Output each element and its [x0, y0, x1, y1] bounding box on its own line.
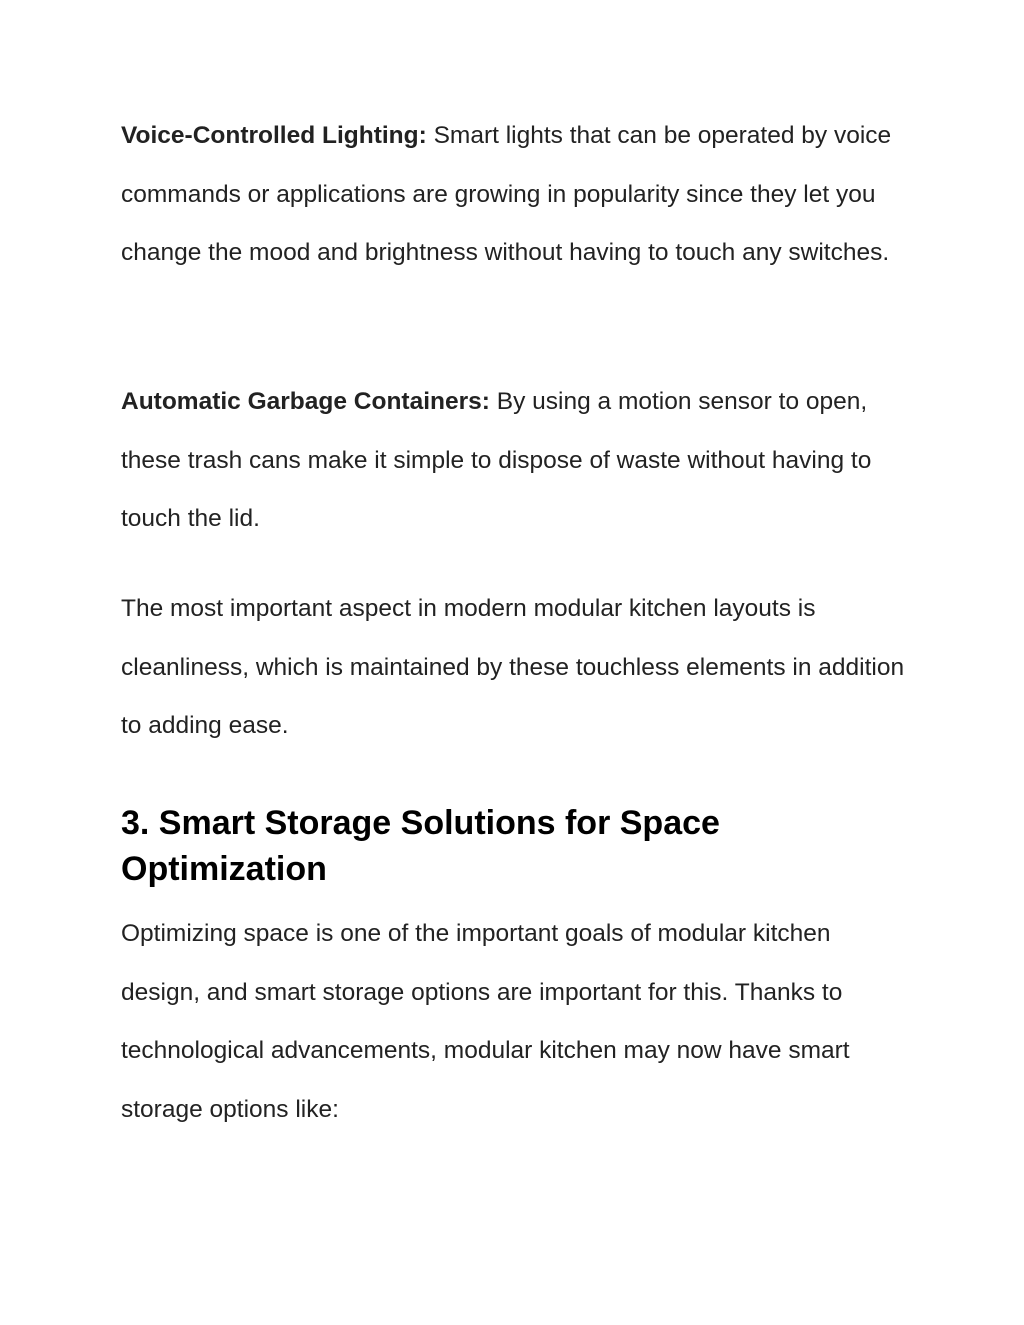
- paragraph-automatic-garbage-containers: [121, 373, 911, 549]
- description-voice-controlled-lighting: Smart lights that can be operated by voice commands or applications are growing in popularity since they let you change the mood and brightness without having to touch any switches.: [121, 122, 892, 266]
- description-automatic-garbage-containers: By using a motion sensor to open, these trash cans make it simple to dispose of waste without having to touch the lid.: [121, 388, 872, 532]
- term-automatic-garbage-containers: Automatic Garbage Containers:: [121, 388, 490, 415]
- paragraph-voice-controlled-lighting: [121, 107, 911, 283]
- paragraph-touchless-summary: The most important aspect in modern modular kitchen layouts is cleanliness, which is maintained by these touchless elements in addition to adding ease.: [121, 595, 905, 739]
- section-heading: 3. Smart Storage Solutions for Space Optimization: [121, 804, 720, 888]
- paragraph-section-intro: Optimizing space is one of the important goals of modular kitchen design, and smart storage options are important for this. Thanks to technological advancements, modular kitchen may now have smart storage options like:: [121, 920, 850, 1123]
- term-voice-controlled-lighting: Voice-Controlled Lighting:: [121, 122, 427, 149]
